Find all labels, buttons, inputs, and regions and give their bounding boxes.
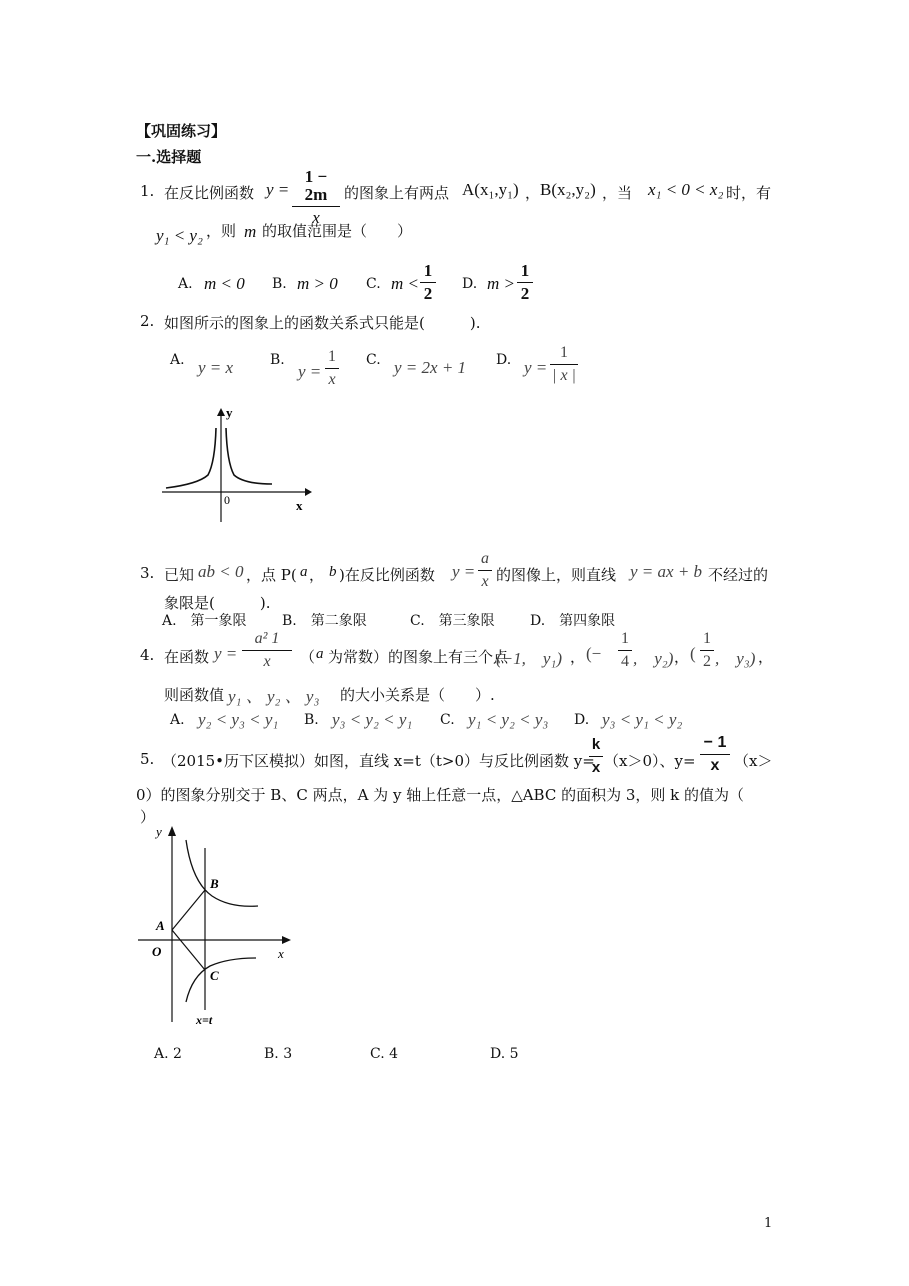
q4-fraction [242, 630, 292, 671]
q4-p2-num: 1 [621, 630, 629, 647]
q4-line2-a: 则函数值 [164, 686, 225, 704]
q4-sep-1: ， [570, 648, 586, 666]
q3-text-b: ，点 P( [246, 566, 297, 584]
q4-line2-vals: y₁ 、 y₂ 、 y₃ [228, 687, 320, 706]
q4-p3-num: 1 [703, 630, 711, 647]
q4-option-d-label: D. [574, 712, 590, 728]
q1-c-num: 1 [423, 261, 433, 280]
q2-d-num: 1 [560, 344, 568, 361]
q5-number: 5. [140, 750, 155, 768]
q4-point-2-rest: , y₂) [633, 649, 674, 668]
q5-point-c-label: C [210, 968, 219, 983]
q1-text-b: 的图象上有两点 [344, 184, 450, 202]
q2-option-d-frac [550, 344, 578, 385]
q4-a-var: a [316, 646, 324, 662]
q5-text-a: （2015•历下区模拟）如图，直线 x=t（t>0）与反比例函数 y= [162, 752, 595, 770]
q1-option-d-frac [517, 262, 533, 303]
q1-fraction [292, 168, 340, 227]
q1-text-c: ，当 [602, 184, 633, 202]
q1-point-a: A(x₁,y₁) [462, 180, 519, 199]
q4-option-d: y₃ < y₁ < y₂ [602, 710, 683, 729]
q1-option-c: m < [391, 274, 419, 293]
q3-option-d: D. 第四象限 [530, 613, 616, 629]
q2-option-b-label: B. [270, 352, 285, 368]
q4-frac-den: x [263, 653, 271, 670]
q5-point-b-label: B [210, 876, 219, 891]
q4-option-c-label: C. [440, 712, 455, 728]
q4-point-2-frac [618, 630, 632, 671]
part-title: 一.选择题 [136, 148, 202, 166]
q3-option-c: C. 第三象限 [410, 613, 495, 629]
q5-y-label: y [156, 824, 162, 839]
q2-b-num: 1 [328, 348, 336, 365]
q2-option-b: y = [298, 362, 322, 381]
q3-func: y = [452, 562, 476, 581]
q1-comma: ， [525, 184, 541, 202]
q1-option-b-label: B. [272, 276, 287, 292]
q3-text-c: )在反比例函数 [339, 566, 435, 584]
q5-x-label: x [278, 946, 284, 961]
q5-graph [134, 820, 304, 1030]
q4-line2-b: 的大小关系是（ ）. [340, 686, 495, 704]
q5-x-arrow [282, 936, 291, 944]
q2-option-c-label: C. [366, 352, 381, 368]
q1-option-d-label: D. [462, 276, 478, 292]
q3-pa: a [300, 564, 308, 580]
q3-text-a: 已知 [164, 566, 195, 584]
q2-text: 如图所示的图象上的函数关系式只能是( ). [164, 314, 481, 332]
q5-text-b: （x＞0）、y= [604, 752, 696, 770]
q4-frac-num: a² 1 [254, 630, 280, 647]
q3-text-e: 不经过的 [708, 566, 769, 584]
q4-sep-3: ， [758, 648, 774, 666]
q4-point-3-rest: , y₃) [715, 649, 756, 668]
q4-func: y = [214, 644, 238, 663]
q4-option-c: y₁ < y₂ < y₃ [468, 710, 549, 729]
q2-option-d-label: D. [496, 352, 512, 368]
q2-y-label: y [226, 405, 233, 420]
q1-text-a: 在反比例函数 [164, 184, 255, 202]
q1-line2-text: ，则 [206, 222, 237, 240]
q2-d-den: | x | [552, 367, 576, 384]
q5-k-num: k [591, 736, 601, 753]
q1-option-c-label: C. [366, 276, 381, 292]
q1-point-b: B(x₂,y₂) [540, 180, 596, 199]
q4-p2-den: 4 [621, 653, 629, 670]
q3-fraction [478, 550, 492, 591]
q5-option-d: D. 5 [490, 1046, 519, 1062]
q2-right-branch [226, 428, 272, 484]
q1-frac-den: x [312, 208, 320, 227]
q5-origin-label: O [152, 944, 162, 959]
q4-option-b-label: B. [304, 712, 319, 728]
q4-sep-2: ， [674, 648, 690, 666]
q5-line2: 0）的图象分别交于 B、C 两点，A 为 y 轴上任意一点，△ABC 的面积为 3，则 k 的值为（ [136, 786, 745, 804]
q5-segment-ac [172, 930, 205, 970]
q3-option-b: B. 第二象限 [282, 613, 367, 629]
q4-point-1: (−1, y₁) [496, 649, 562, 668]
q2-origin-label: 0 [224, 493, 230, 507]
q5-k-den: x [591, 759, 601, 776]
q5-option-c: C. 4 [370, 1046, 399, 1062]
q1-line2-rest: 的取值范围是（ ） [262, 222, 413, 240]
q3-line: y = ax + b [630, 562, 703, 581]
q4-text-c: 为常数）的图象上有三个点 [328, 648, 509, 666]
q4-option-a-label: A. [170, 712, 185, 728]
q3-comma: ， [309, 566, 325, 584]
q5-point-a-label: A [156, 918, 165, 933]
q1-option-b: m > 0 [297, 274, 338, 293]
q4-point-3-frac [700, 630, 714, 671]
q3-number: 3. [140, 564, 155, 582]
q5-m-den: x [710, 757, 720, 774]
q2-graph [150, 400, 320, 530]
q2-left-branch [166, 428, 216, 488]
q2-y-arrow [217, 408, 225, 416]
q4-point-2-open: (− [586, 644, 602, 663]
q5-y-arrow [168, 826, 176, 836]
q5-line3: ） [140, 808, 156, 826]
q4-point-3-open: ( [690, 644, 696, 663]
q3-frac-den: x [481, 573, 489, 590]
section-title: 【巩固练习】 [136, 122, 227, 140]
q3-pb: b [329, 564, 337, 580]
q4-option-a: y₂ < y₃ < y₁ [198, 710, 279, 729]
q1-option-d: m > [487, 274, 515, 293]
q4-p3-den: 2 [703, 653, 711, 670]
q5-curve-minus-one [186, 958, 256, 1002]
q5-k-frac [589, 736, 603, 777]
q3-line2: 象限是( ). [164, 594, 271, 612]
q1-number: 1. [140, 182, 155, 200]
q1-option-c-frac [420, 262, 436, 303]
q5-m-frac [700, 734, 730, 775]
q2-option-b-frac [325, 348, 339, 389]
q5-option-a: A. 2 [154, 1046, 182, 1062]
q2-option-a: y = x [198, 358, 234, 377]
q4-text-a: 在函数 [164, 648, 210, 666]
q5-text-c: （x＞ [734, 752, 773, 770]
q1-text-d: 时，有 [726, 184, 772, 202]
q1-option-a-label: A. [178, 276, 193, 292]
q5-line-label: x=t [196, 1013, 213, 1027]
q5-option-b: B. 3 [264, 1046, 293, 1062]
q2-option-c: y = 2x + 1 [394, 358, 467, 377]
q1-option-a: m < 0 [204, 274, 245, 293]
q4-text-b: （ [300, 648, 316, 666]
q2-x-label: x [296, 498, 303, 513]
q1-line2-m: m [244, 222, 257, 241]
q1-frac-num: 1 − 2m [304, 167, 328, 204]
q3-condition: ab < 0 [198, 562, 244, 581]
page-number: 1 [764, 1216, 773, 1231]
q5-m-num: − 1 [703, 734, 727, 751]
q1-line2-cond: y₁ < y₂ [156, 226, 203, 245]
q2-b-den: x [328, 371, 336, 388]
q1-func: y = [266, 180, 290, 199]
q4-option-b: y₃ < y₂ < y₁ [332, 710, 413, 729]
q2-number: 2. [140, 312, 155, 330]
q3-option-a: A. 第一象限 [162, 613, 247, 629]
q5-segment-ab [172, 890, 205, 930]
q1-condition: x₁ < 0 < x₂ [648, 180, 724, 199]
q3-text-d: 的图像上，则直线 [496, 566, 617, 584]
q3-frac-num: a [481, 550, 489, 567]
q2-x-arrow [305, 488, 312, 496]
q4-number: 4. [140, 646, 155, 664]
q1-d-num: 1 [520, 261, 530, 280]
q2-option-a-label: A. [170, 352, 185, 368]
q2-option-d: y = [524, 358, 548, 377]
q1-d-den: 2 [520, 284, 530, 303]
q1-c-den: 2 [423, 284, 433, 303]
q5-curve-k [186, 840, 258, 906]
